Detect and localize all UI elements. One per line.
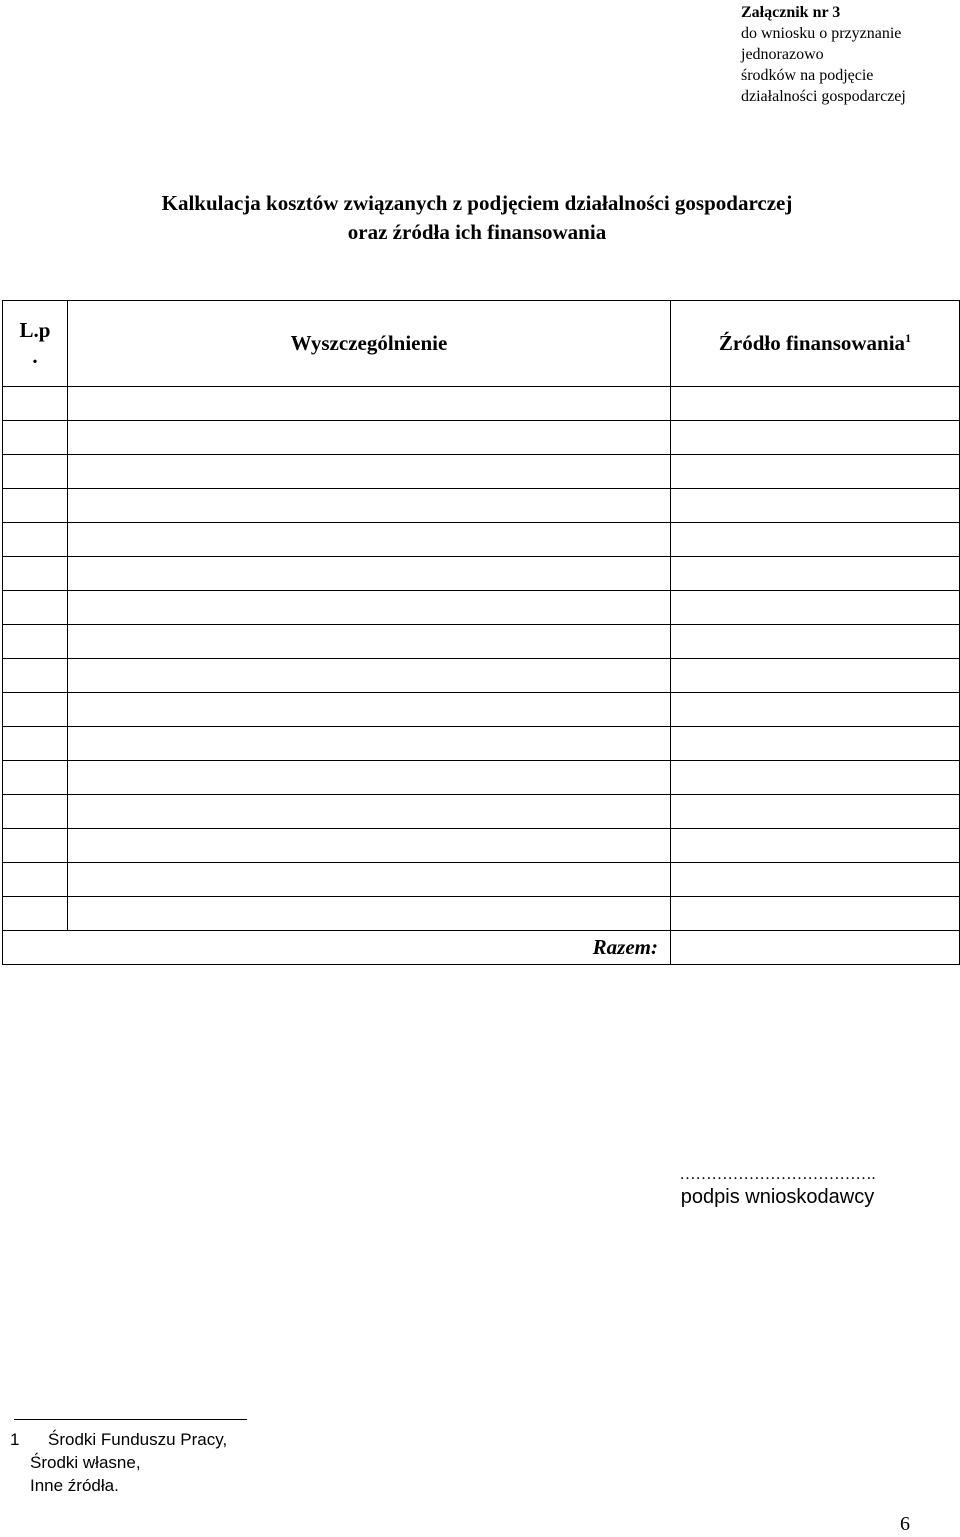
cell-lp[interactable]: [3, 455, 68, 489]
table-row: [3, 897, 960, 931]
annex-line: działalności gospodarczej: [741, 88, 906, 105]
table-row: [3, 727, 960, 761]
signature-label: podpis wnioskodawcy: [680, 1186, 875, 1208]
cell-source[interactable]: [671, 693, 960, 727]
document-title-line1: Kalkulacja kosztów związanych z podjęciem działalności gospodarczej: [161, 191, 793, 215]
header-lp-line1: L.p: [19, 318, 51, 342]
table-header-row: [3, 301, 960, 387]
annex-line: jednorazowo: [741, 46, 824, 63]
table-row: [3, 863, 960, 897]
cell-lp[interactable]: [3, 421, 68, 455]
cell-source[interactable]: [671, 795, 960, 829]
cell-lp[interactable]: [3, 387, 68, 421]
cell-lp[interactable]: [3, 727, 68, 761]
cell-source[interactable]: [671, 421, 960, 455]
signature-dots: ……………………………….: [679, 1166, 876, 1183]
annex-title: Załącznik nr 3: [741, 4, 841, 21]
cell-description[interactable]: [68, 727, 671, 761]
cell-lp[interactable]: [3, 829, 68, 863]
cell-source[interactable]: [671, 659, 960, 693]
header-lp: [3, 301, 68, 387]
footnote-line: Środki Funduszu Pracy,: [48, 1430, 228, 1449]
cell-source[interactable]: [671, 829, 960, 863]
cell-description[interactable]: [68, 863, 671, 897]
table-row: [3, 591, 960, 625]
cell-source[interactable]: [671, 455, 960, 489]
header-source: [671, 301, 960, 387]
cell-description[interactable]: [68, 761, 671, 795]
table-row: [3, 659, 960, 693]
cell-lp[interactable]: [3, 863, 68, 897]
cell-lp[interactable]: [3, 693, 68, 727]
annex-line: do wniosku o przyznanie: [741, 25, 902, 42]
cell-lp[interactable]: [3, 659, 68, 693]
cell-lp[interactable]: [3, 761, 68, 795]
cell-lp[interactable]: [3, 489, 68, 523]
cell-description[interactable]: [68, 387, 671, 421]
cell-lp[interactable]: [3, 795, 68, 829]
cell-description[interactable]: [68, 557, 671, 591]
table-row: [3, 795, 960, 829]
table-row: [3, 489, 960, 523]
table-row: [3, 761, 960, 795]
cell-lp[interactable]: [3, 625, 68, 659]
cell-description[interactable]: [68, 455, 671, 489]
cell-source[interactable]: [671, 761, 960, 795]
cell-description[interactable]: [68, 489, 671, 523]
cell-source[interactable]: [671, 489, 960, 523]
cell-lp[interactable]: [3, 523, 68, 557]
total-label: Razem:: [3, 931, 671, 965]
footnote-line: Środki własne,: [30, 1453, 141, 1472]
cell-description[interactable]: [68, 897, 671, 931]
table-row: [3, 829, 960, 863]
table-row: [3, 523, 960, 557]
table-row: [3, 557, 960, 591]
footnote-line: Inne źródła.: [30, 1476, 119, 1495]
cell-source[interactable]: [671, 625, 960, 659]
cell-description[interactable]: [68, 795, 671, 829]
cell-source[interactable]: [671, 591, 960, 625]
footnote-number: 1: [10, 1430, 20, 1449]
page-number: 6: [900, 1513, 910, 1535]
table-row: [3, 455, 960, 489]
footnote-marker: 1: [905, 331, 912, 345]
cost-table: [2, 300, 960, 965]
document-title: [0, 189, 954, 247]
header-lp-line2: .: [32, 344, 38, 368]
cell-source[interactable]: [671, 727, 960, 761]
cell-lp[interactable]: [3, 897, 68, 931]
cell-description[interactable]: [68, 591, 671, 625]
cell-source[interactable]: [671, 523, 960, 557]
cell-source[interactable]: [671, 557, 960, 591]
cell-description[interactable]: [68, 829, 671, 863]
document-title-line2: oraz źródła ich finansowania: [347, 220, 607, 244]
cell-lp[interactable]: [3, 557, 68, 591]
cell-source[interactable]: [671, 897, 960, 931]
header-source-label: Źródło finansowania: [718, 331, 906, 355]
table-row: [3, 625, 960, 659]
footnote: [10, 1428, 310, 1497]
cell-description[interactable]: [68, 659, 671, 693]
annex-line: środków na podjęcie: [741, 67, 874, 84]
header-description: Wyszczególnienie: [68, 301, 671, 387]
table-row: [3, 387, 960, 421]
cell-description[interactable]: [68, 523, 671, 557]
table-row: [3, 693, 960, 727]
cell-source[interactable]: [671, 863, 960, 897]
table-row: [3, 421, 960, 455]
cell-source[interactable]: [671, 387, 960, 421]
footnote-separator: [14, 1419, 247, 1420]
annex-block: [741, 2, 956, 107]
signature-block: [605, 1166, 950, 1210]
total-value[interactable]: [671, 931, 960, 965]
cell-lp[interactable]: [3, 591, 68, 625]
cell-description[interactable]: [68, 625, 671, 659]
cell-description[interactable]: [68, 421, 671, 455]
total-row: [3, 931, 960, 965]
cell-description[interactable]: [68, 693, 671, 727]
